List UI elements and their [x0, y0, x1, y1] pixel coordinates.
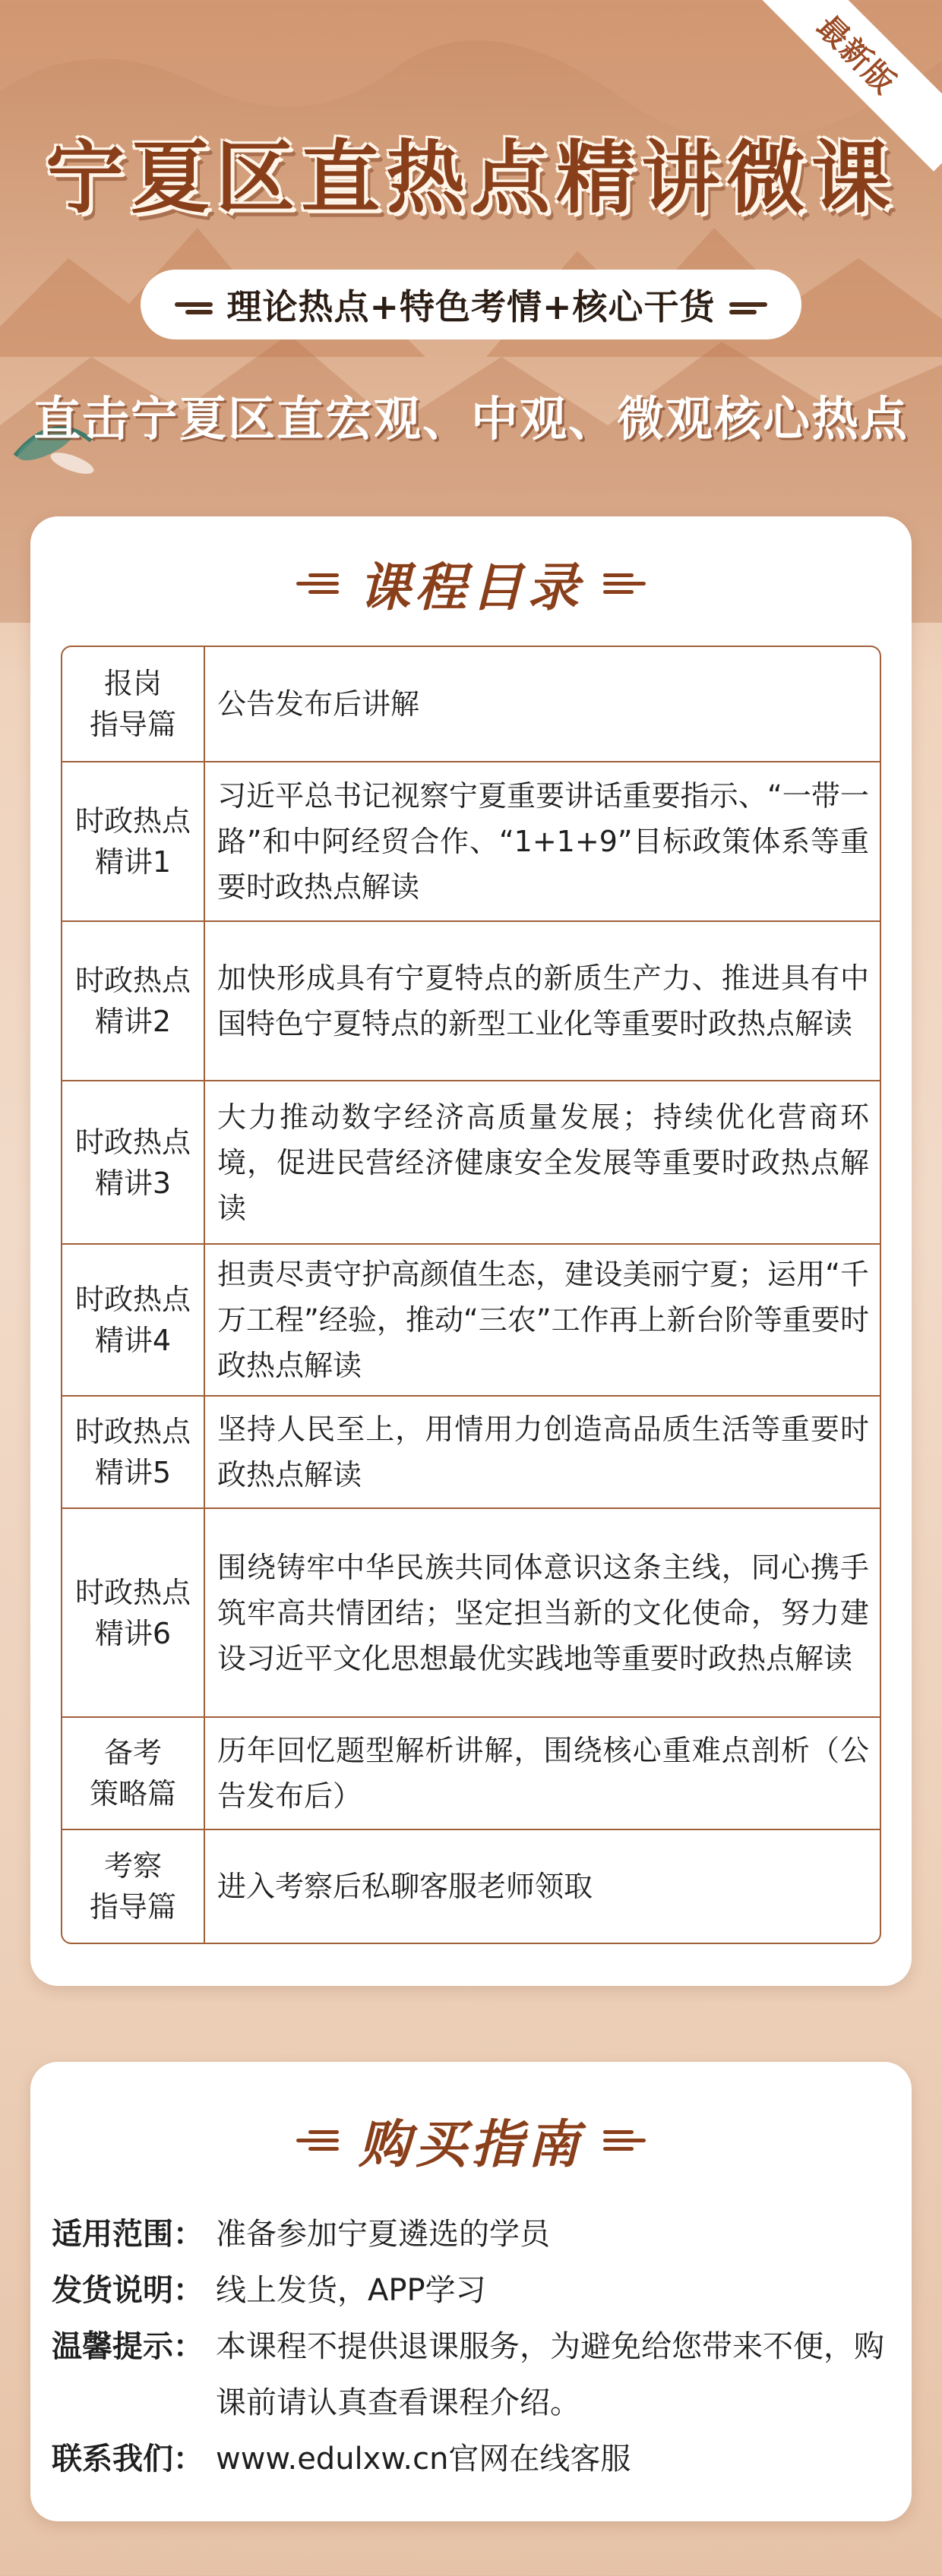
guide-key: 发货说明： [52, 2273, 204, 2308]
row-label: 备考 策略篇 [62, 1718, 205, 1830]
purchase-guide-card [30, 2062, 912, 2521]
table-row [62, 647, 880, 762]
guide-item-delivery [52, 2262, 895, 2319]
table-row [62, 762, 880, 922]
row-label: 时政热点 精讲5 [62, 1397, 205, 1509]
course-table [61, 646, 881, 1944]
row-label: 考察 指导篇 [62, 1830, 205, 1943]
guide-item-notice [52, 2319, 895, 2431]
row-label: 时政热点 精讲1 [62, 762, 205, 922]
page-subtitle: 直击宁夏区直宏观、中观、微观核心热点 [33, 391, 909, 447]
row-content: 历年回忆题型解析讲解，围绕核心重难点剖析（公告发布后） [205, 1718, 880, 1830]
page-title: 宁夏区直热点精讲微课 [45, 131, 896, 224]
version-badge-text: 最新版 [810, 8, 903, 102]
row-content: 进入考察后私聊客服老师领取 [217, 1870, 593, 1903]
row-label: 时政热点 精讲3 [62, 1081, 205, 1245]
tagline-text: 理论热点+特色考情+核心干货 [226, 286, 716, 327]
guide-list [52, 2206, 895, 2487]
guide-key: 适用范围： [52, 2217, 204, 2252]
guide-item-contact [52, 2431, 895, 2487]
row-content: 担责尽责守护高颜值生态，建设美丽宁夏；运用“千万工程”经验，推动“三农”工作再上新台阶等重要时政热点解读 [205, 1245, 880, 1397]
row-content: 加快形成具有宁夏特点的新质生产力、推进具有中国特色宁夏特点的新型工业化等重要时政热点解读 [205, 922, 880, 1081]
table-row [62, 1081, 880, 1245]
row-content: 公告发布后讲解 [205, 647, 880, 762]
row-label: 时政热点 精讲4 [62, 1245, 205, 1397]
catalog-title: 课程目录 [358, 558, 583, 618]
guide-heading [30, 2104, 912, 2177]
heading-lines-right-icon [603, 570, 646, 598]
table-row [62, 1397, 880, 1509]
table-row [62, 1245, 880, 1397]
heading-lines-left-icon [296, 570, 339, 598]
row-content: 习近平总书记视察宁夏重要讲话重要指示、“一带一路”和中阿经贸合作、“1+1+9”目标政策体系等重要时政热点解读 [205, 762, 880, 922]
guide-key: 联系我们： [52, 2442, 204, 2477]
row-content: 坚持人民至上，用情用力创造高品质生活等重要时政热点解读 [205, 1397, 880, 1509]
guide-value: 本课程不提供退课服务，为避免给您带来不便，购课前请认真查看课程介绍。 [216, 2329, 884, 2420]
heading-lines-left-icon [296, 2127, 339, 2155]
table-row [62, 1509, 880, 1718]
row-label: 时政热点 精讲6 [62, 1509, 205, 1718]
tagline-pill [141, 270, 801, 339]
guide-title: 购买指南 [358, 2115, 583, 2175]
guide-item-scope [52, 2206, 895, 2262]
guide-key: 温馨提示： [52, 2329, 204, 2364]
right-dash-icon [729, 302, 767, 307]
table-row [62, 1830, 880, 1943]
row-label: 报岗 指导篇 [62, 647, 205, 762]
heading-lines-right-icon [603, 2127, 646, 2155]
guide-value: www.edulxw.cn官网在线客服 [216, 2442, 631, 2477]
table-row [62, 922, 880, 1081]
table-row [62, 1718, 880, 1830]
guide-value: 线上发货，APP学习 [216, 2273, 486, 2308]
guide-value: 准备参加宁夏遴选的学员 [216, 2217, 550, 2252]
row-content: 大力推动数字经济高质量发展；持续优化营商环境，促进民营经济健康安全发展等重要时政热点解读 [205, 1081, 880, 1245]
row-label: 时政热点 精讲2 [62, 922, 205, 1081]
course-catalog-card [30, 516, 912, 1986]
catalog-heading [30, 547, 912, 620]
left-dash-icon [175, 302, 213, 307]
row-content: 围绕铸牢中华民族共同体意识这条主线，同心携手筑牢高共情团结；坚定担当新的文化使命，努力建设习近平文化思想最优实践地等重要时政热点解读 [205, 1509, 880, 1718]
